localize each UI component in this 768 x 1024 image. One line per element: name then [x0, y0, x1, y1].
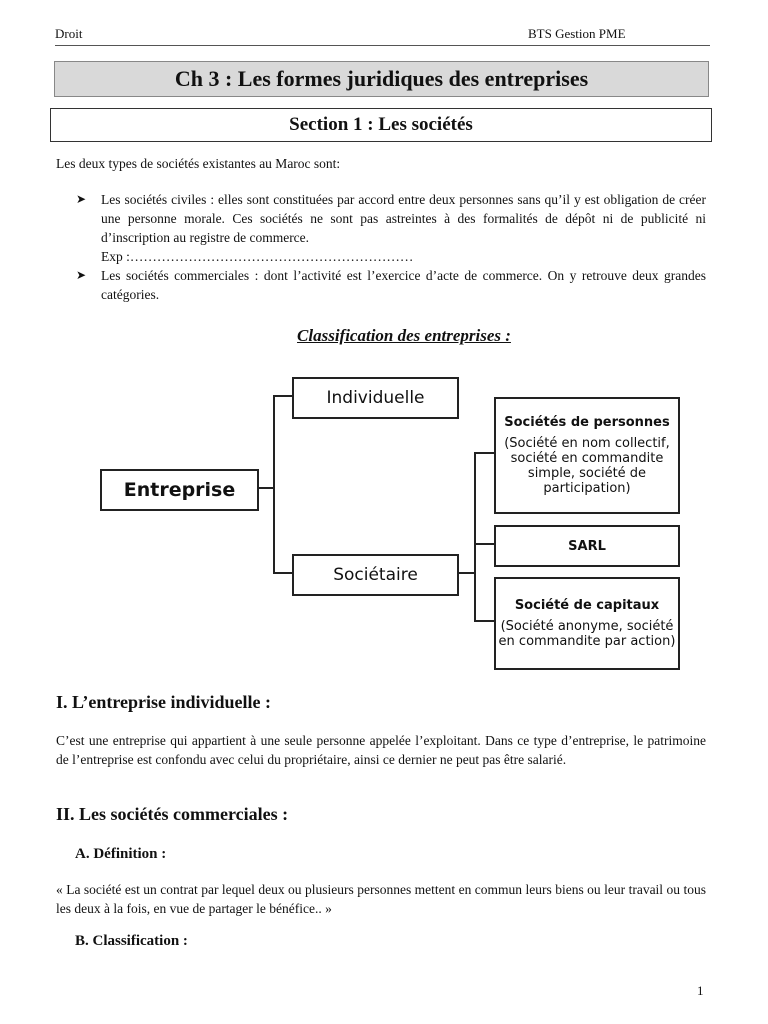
- diagram-node-societaire: Sociétaire: [292, 554, 459, 596]
- bullet-commerciales-text: Les sociétés commerciales : dont l’activité est l’exercice d’acte de commerce. On y retrouve deux grandes catégories.: [101, 268, 706, 302]
- diagram-node-entreprise: Entreprise: [100, 469, 259, 511]
- diagram-node-sarl: SARL: [494, 525, 680, 567]
- header-divider: [55, 45, 710, 46]
- entreprise-individuelle-paragraph: C’est une entreprise qui appartient à une seule personne appelée l’exploitant. Dans ce type d’entreprise, le patrimoine de l’entreprise est confondu avec celui du propriétaire, ainsi ce dernier ne peut pas être salarié.: [56, 733, 706, 767]
- connector-line: [474, 453, 476, 622]
- header-course: BTS Gestion PME: [528, 26, 626, 41]
- node-description: (Société en nom collectif, société en commandite simple, société de participation): [504, 436, 670, 496]
- page-number: 1: [697, 983, 704, 998]
- bullet-item-commerciales: [76, 266, 706, 304]
- definition-paragraph: « La société est un contrat par lequel deux ou plusieurs personnes mettent en commun leurs biens ou leur travail ou tous les deux à la fois, en vue de partager le bénéfice.. »: [56, 882, 706, 916]
- connector-line: [273, 572, 292, 574]
- connector-line: [474, 620, 494, 622]
- connector-line: [273, 395, 292, 397]
- diagram-node-individuelle: Individuelle: [292, 377, 459, 419]
- arrow-bullet-icon: ➤: [76, 268, 87, 282]
- connector-line: [474, 543, 494, 545]
- diagram-title: Classification des entreprises :: [297, 326, 511, 345]
- header-subject: Droit: [55, 26, 83, 41]
- node-description: (Société anonyme, société en commandite par action): [498, 619, 676, 649]
- bullet-civiles-example: Exp :………………………………………………………: [101, 249, 414, 264]
- diagram-node-societe-capitaux: [494, 577, 680, 670]
- section-heading-societes-commerciales: II. Les sociétés commerciales :: [56, 804, 289, 824]
- chapter-title: Ch 3 : Les formes juridiques des entreprises: [54, 61, 709, 97]
- connector-line: [474, 452, 494, 454]
- section-title: Section 1 : Les sociétés: [50, 108, 712, 142]
- intro-paragraph: Les deux types de sociétés existantes au Maroc sont:: [56, 156, 341, 171]
- subheading-definition: A. Définition :: [75, 846, 167, 862]
- bullet-civiles-text: Les sociétés civiles : elles sont constituées par accord entre deux personnes sans qu’il y est obligation de créer une personne morale. Ces sociétés ne sont pas astreintes à des formalités de dépôt ni de publicité ni d’inscription au registre de commerce.: [101, 192, 706, 245]
- bullet-text: [101, 190, 706, 266]
- diagram-node-societes-personnes: [494, 397, 680, 514]
- connector-line: [273, 396, 275, 574]
- subheading-classification: B. Classification :: [75, 933, 188, 949]
- arrow-bullet-icon: ➤: [76, 192, 87, 206]
- node-title: Sociétés de personnes: [504, 415, 670, 430]
- section-heading-entreprise-individuelle: I. L’entreprise individuelle :: [56, 692, 272, 712]
- bullet-item-civiles: [76, 190, 706, 266]
- node-title: Société de capitaux: [514, 598, 660, 613]
